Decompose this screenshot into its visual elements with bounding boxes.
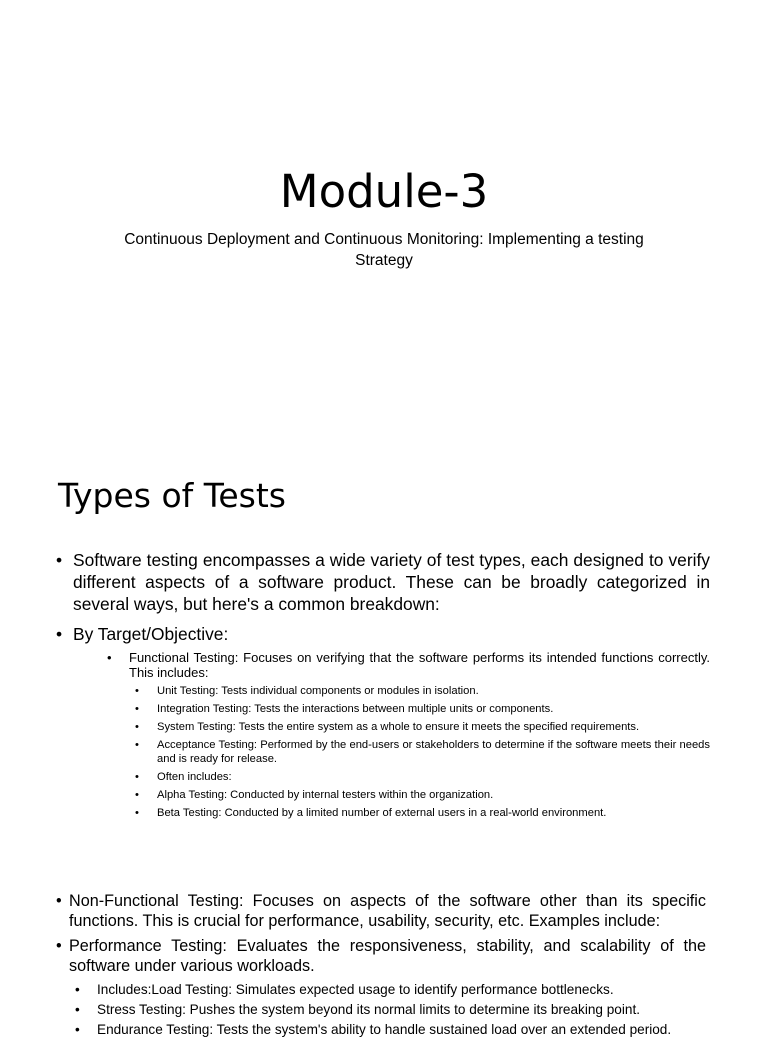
sub-sub-bullet-item [135,702,710,716]
bullet-icon: • [56,937,62,955]
sub-sub-bullet-item [135,806,710,820]
bullet-icon: • [135,771,139,783]
slide-title: Module-3 [279,165,489,218]
sub-sub-bullet-text: Alpha Testing: Conducted by internal testers within the organization. [157,789,494,801]
slide-body [56,549,710,824]
bullet-icon: • [75,1002,80,1017]
bullet-text: Non-Functional Testing: Focuses on aspects of the software other than its specific functions. This is crucial for performance, usability, security, etc. Examples include: [69,892,706,930]
bullet-text: By Target/Objective: [73,624,229,644]
bullet-icon: • [56,892,62,910]
sub-sub-bullet-item [135,770,710,784]
sub-bullet-item [107,650,710,680]
bullet-icon: • [135,789,139,801]
bullet-text: Performance Testing: Evaluates the responsiveness, stability, and scalability of the software under various workloads. [69,937,706,975]
bullet-item [56,936,706,976]
bullet-item [56,891,706,931]
bullet-icon: • [75,982,80,997]
sub-sub-bullet-item [135,720,710,734]
sub-bullet-item [75,981,706,999]
bullet-item [56,549,710,615]
bullet-icon: • [56,624,63,644]
bullet-icon: • [135,703,139,715]
bullet-icon: • [135,739,139,751]
sub-sub-bullet-text: Acceptance Testing: Performed by the end-users or stakeholders to determine if the software meets their needs and is ready for release. [157,739,710,765]
sub-bullet-list [75,981,706,1039]
bullet-icon: • [107,650,112,665]
sub-sub-bullet-text: Integration Testing: Tests the interactions between multiple units or components. [157,703,554,715]
sub-sub-bullet-item [135,684,710,698]
bullet-icon: • [135,721,139,733]
sub-sub-bullet-list [135,684,710,820]
sub-sub-bullet-text: Unit Testing: Tests individual components or modules in isolation. [157,685,479,697]
sub-sub-bullet-text: Often includes: [157,771,232,783]
sub-bullet-item [75,1001,706,1019]
sub-bullet-text: Stress Testing: Pushes the system beyond its normal limits to determine its breaking point. [97,1002,640,1017]
bullet-icon: • [135,685,139,697]
sub-bullet-text: Functional Testing: Focuses on verifying that the software performs its intended functions correctly. This includes: [129,650,710,680]
bullet-icon: • [56,550,63,570]
sub-sub-bullet-item [135,738,710,766]
sub-sub-bullet-item [135,788,710,802]
sub-bullet-text: Endurance Testing: Tests the system's ability to handle sustained load over an extended period. [97,1022,672,1037]
slide-heading: Types of Tests [58,476,286,515]
bullet-item [56,623,710,645]
bullet-icon: • [75,1022,80,1037]
content-slide [0,430,768,1037]
sub-sub-bullet-text: Beta Testing: Conducted by a limited number of external users in a real-world environment. [157,807,607,819]
sub-bullet-list [107,650,710,820]
slide-subtitle: Continuous Deployment and Continuous Monitoring: Implementing a testing Strategy [124,231,644,269]
sub-sub-bullet-text: System Testing: Tests the entire system as a whole to ensure it meets the specified requirements. [157,721,640,733]
title-slide [0,0,768,430]
next-slide-body [56,891,706,1041]
bullet-text: Software testing encompasses a wide variety of test types, each designed to verify different aspects of a software product. These can be broadly categorized in several ways, but here's a common breakdown: [73,550,710,614]
sub-bullet-text: Includes:Load Testing: Simulates expected usage to identify performance bottlenecks. [97,982,614,997]
bullet-icon: • [135,807,139,819]
